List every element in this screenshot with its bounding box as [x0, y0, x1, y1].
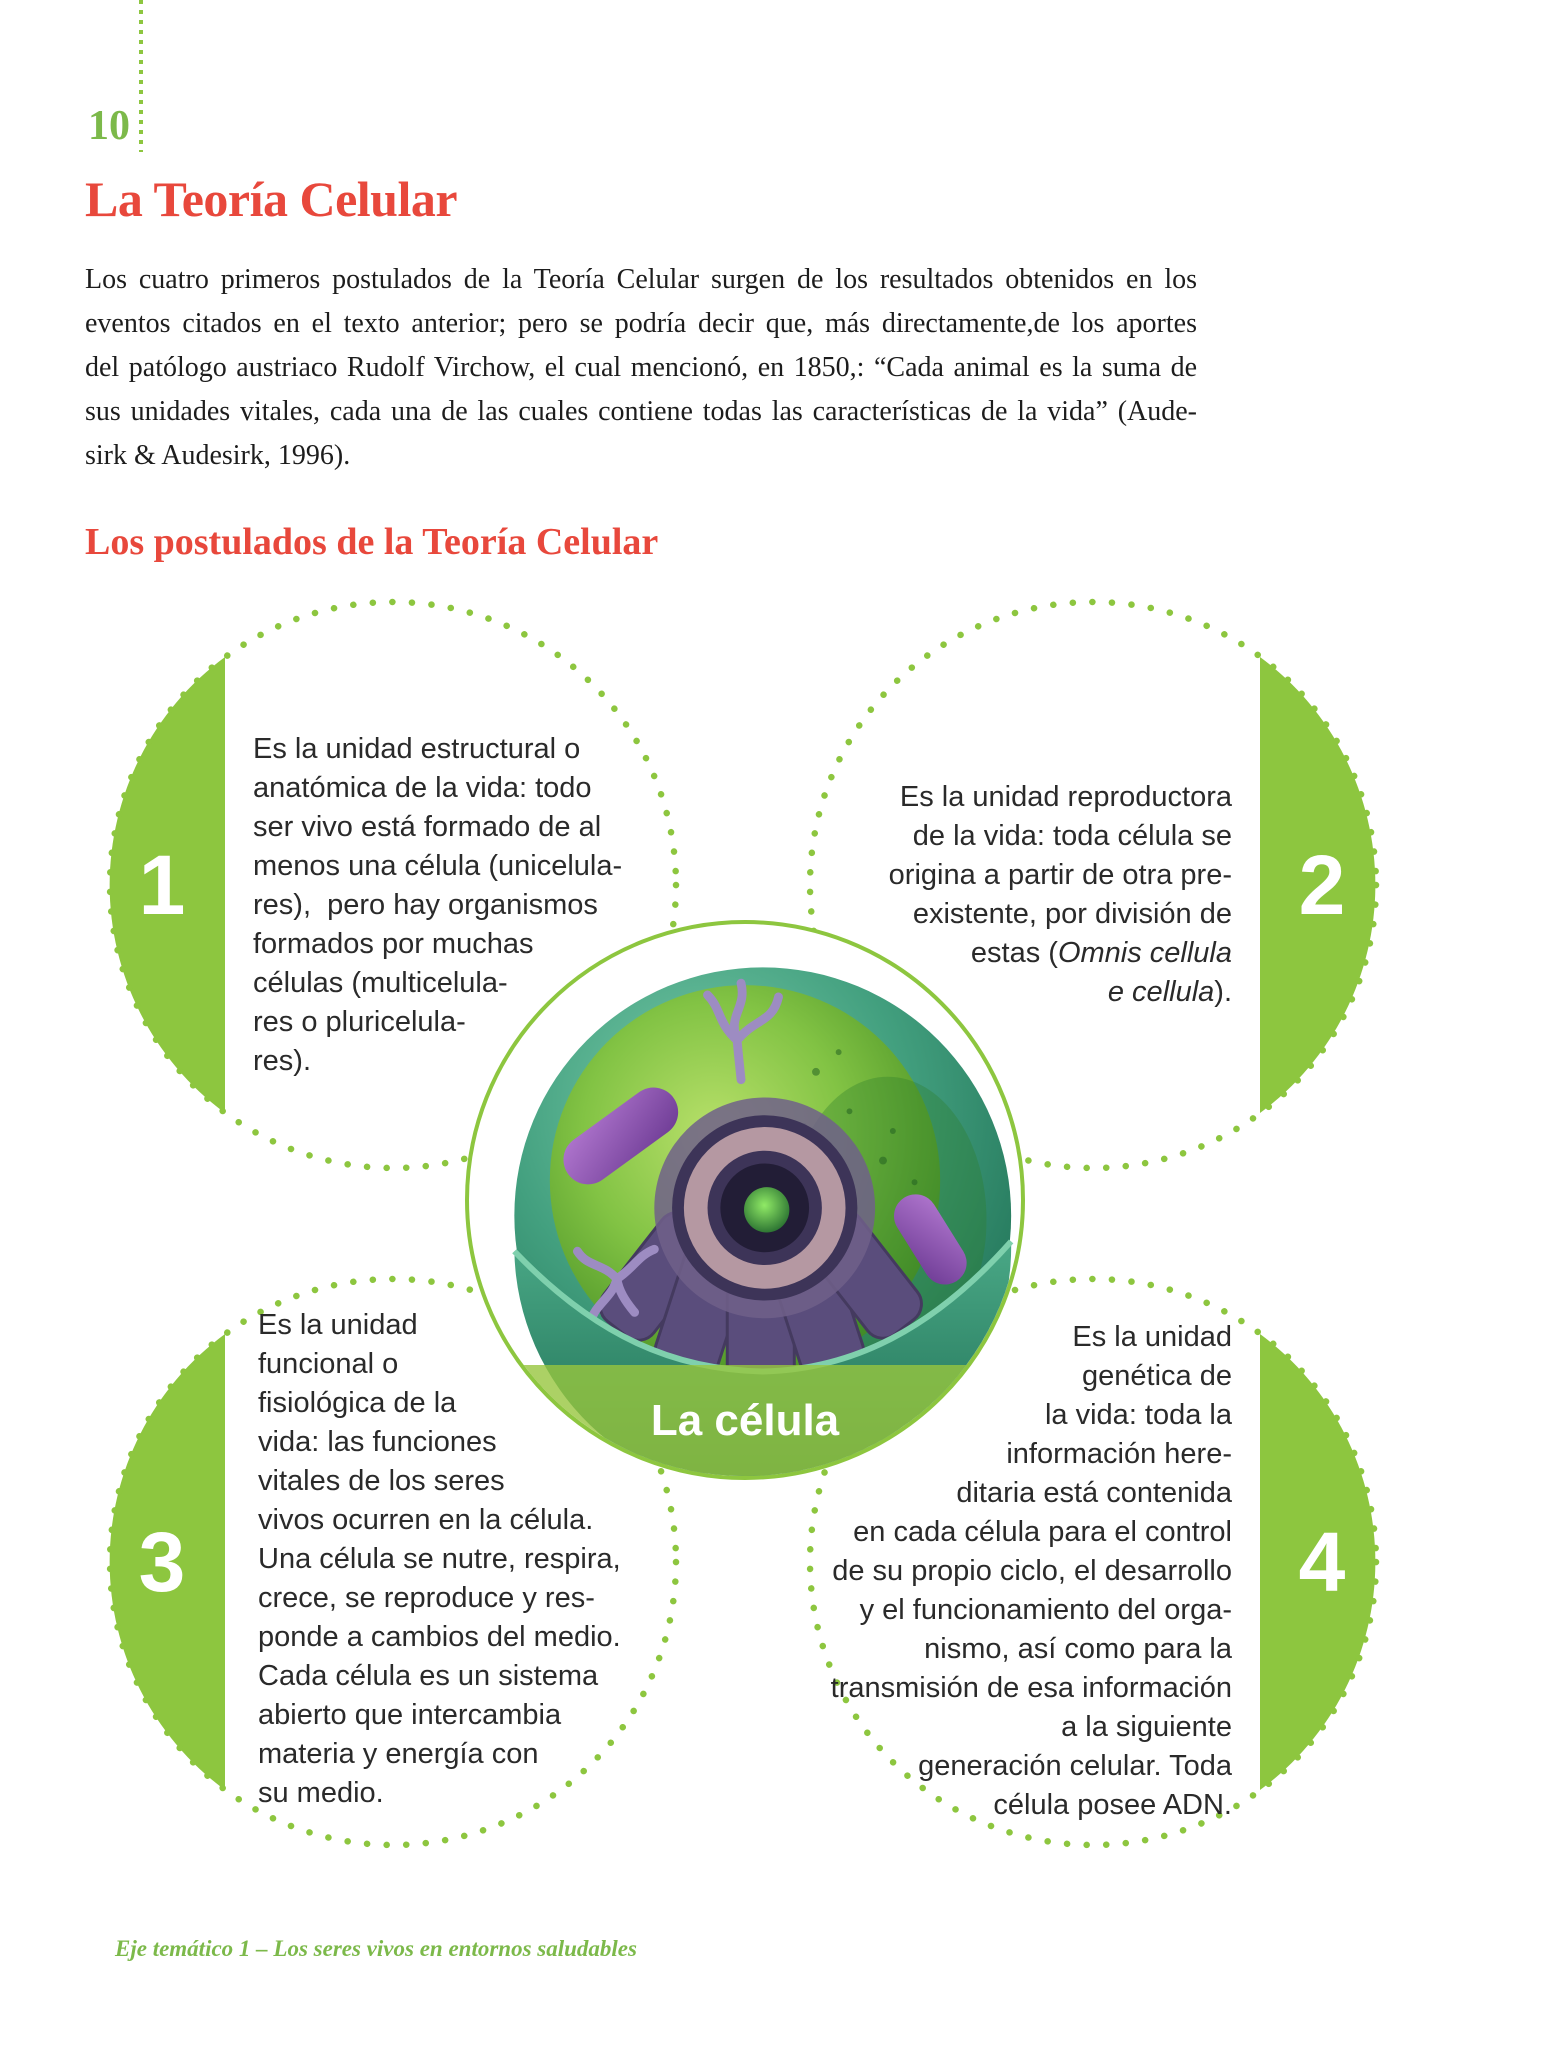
section-subheading: Los postulados de la Teoría Celular: [85, 521, 659, 563]
nucleolus: [744, 1187, 789, 1232]
postulate-1-number: 1: [138, 838, 186, 932]
postulate-2-number: 2: [1298, 838, 1346, 932]
postulate-4-number: 4: [1298, 1515, 1346, 1609]
postulate-1-text: Es la unidad estructural o anatómica de la vida: todo ser vivo está formado de al menos una célula (unicelula- res), pero hay organismos formados por muchas células (multicelula- res o pluricelula- res).: [253, 733, 623, 1077]
footer-caption: Eje temático 1 – Los seres vivos en entornos saludables: [115, 1936, 637, 1961]
postulate-4-text: Es la unidad genética de la vida: toda la información here- ditaria está contenida en cada célula para el control de su propio ciclo, el desarrollo y el funcionamiento del orga- nismo, así como para la transmisión de esa información a la siguiente generación celular. Toda célula posee ADN.: [830, 1321, 1232, 1821]
intro-paragraph: Los cuatro primeros postulados de la Teoría Celular surgen de los resultados obtenidos en los eventos citados en el texto anterior; pero se podría decir que, más directamente,de los aportes del patólogo austriaco Rudolf Virchow, el cual mencionó, en 1850,: “Cada animal es la suma de sus unidades vitales, cada una de las cuales contiene todas las características de la vida” (Aude- sirk & Audesirk, 1996).: [85, 264, 1197, 471]
page-title: La Teoría Celular: [85, 171, 458, 227]
postulate-2-text: Es la unidad reproductora de la vida: toda célula se origina a partir de otra pre- existente, por división de estas (Omnis cellula e cellula).: [888, 781, 1232, 1008]
page-number: 10: [88, 103, 130, 149]
cell-label: La célula: [650, 1395, 840, 1445]
postulate-3-number: 3: [138, 1515, 186, 1609]
postulate-3-text: Es la unidad funcional o fisiológica de la vida: las funciones vitales de los seres vivos ocurren en la célula. Una célula se nutre, respira, crece, se reproduce y res- ponde a cambios del medio. Cada célula es un sistema abierto que intercambia materia y energía con su medio.: [258, 1309, 621, 1809]
